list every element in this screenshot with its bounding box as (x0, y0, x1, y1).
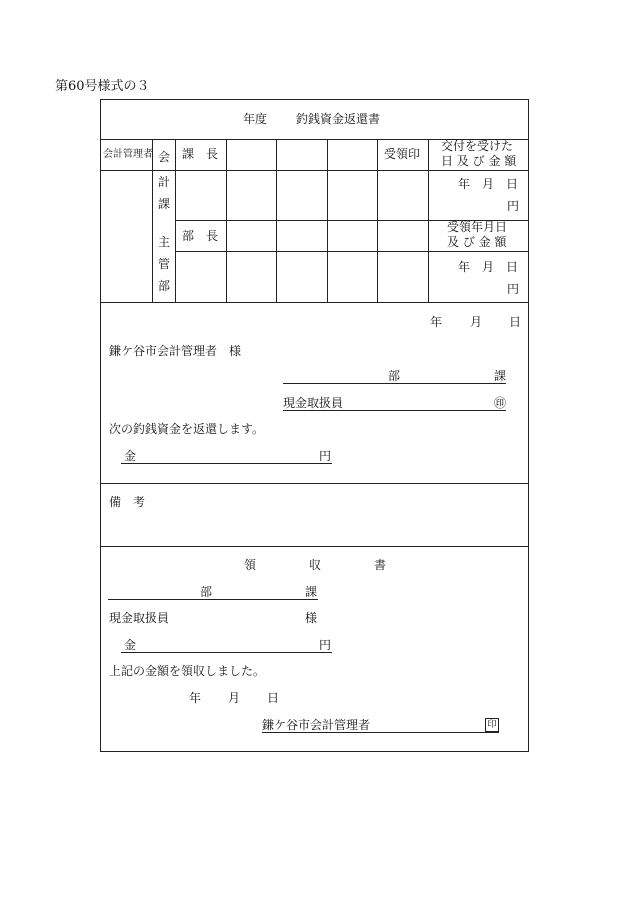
managing-dept-char-2: 管 (158, 257, 171, 271)
receipt-amount-underline (121, 652, 332, 653)
table-line-subheader-bottom (175, 251, 529, 252)
receipt-date: 年 月 日 (458, 260, 519, 274)
issue-yen: 円 (507, 199, 520, 213)
receipt-dept-underline (108, 599, 318, 600)
table-col-2 (175, 139, 176, 302)
table-col-4 (276, 139, 277, 302)
receipt-header-line-1: 受領年月日 (447, 220, 508, 234)
return-amount-yen: 円 (319, 449, 332, 463)
form-title: 釣銭資金返還書 (296, 112, 381, 126)
receipt-seal-label: 受領印 (384, 147, 421, 161)
return-date-year: 年 (430, 315, 443, 329)
accounting-section-char-2: 計 (158, 175, 171, 189)
issue-date: 年 月 日 (458, 177, 519, 191)
return-dept-bu: 部 (388, 369, 401, 383)
table-col-1 (152, 139, 153, 302)
receipt-title-char-3: 書 (374, 558, 387, 572)
table-col-3 (226, 139, 227, 302)
receipt-top-line (100, 546, 529, 547)
return-statement: 次の釣銭資金を返還します。 (109, 422, 265, 436)
table-line-header-bottom (100, 170, 529, 171)
section-chief-label: 課 長 (182, 147, 219, 161)
addressee: 鎌ケ谷市会計管理者 様 (109, 344, 242, 358)
receipt-seal: 印 (485, 718, 499, 732)
form-number: 第60号様式の３ (55, 79, 150, 94)
receipt-date-day: 日 (267, 691, 280, 705)
fiscal-year-label: 年度 (243, 112, 268, 126)
issue-header-line-1: 交付を受けた (441, 139, 514, 153)
receipt-signer: 鎌ケ谷市会計管理者 (262, 718, 371, 732)
return-dept-underline (283, 383, 506, 384)
managing-dept-char-3: 部 (158, 279, 171, 293)
receipt-sama: 様 (305, 611, 318, 625)
receipt-date-month: 月 (228, 691, 241, 705)
issue-header-line-2: 日 及 び 金 額 (441, 154, 517, 168)
table-col-5 (327, 139, 328, 302)
receipt-yen: 円 (507, 282, 520, 296)
receipt-header-line-2: 及 び 金 額 (447, 235, 507, 249)
managing-dept-char-1: 主 (158, 235, 171, 249)
accounting-manager-label: 会計管理者 (103, 149, 153, 160)
return-cashier-underline (283, 410, 506, 411)
accounting-section-char-1: 会 (158, 150, 171, 164)
return-amount-kin: 金 (124, 449, 137, 463)
return-cashier: 現金取扱員 (283, 396, 344, 410)
receipt-signer-underline (262, 732, 499, 733)
remarks-top-line (100, 483, 529, 484)
receipt-amount-yen: 円 (319, 638, 332, 652)
receipt-title-char-1: 領 (244, 558, 257, 572)
return-amount-underline (121, 463, 332, 464)
accounting-section-char-3: 課 (158, 197, 171, 211)
receipt-date-year: 年 (189, 691, 202, 705)
table-line-bottom (100, 302, 529, 303)
receipt-title-char-2: 収 (309, 558, 322, 572)
table-col-6 (377, 139, 378, 302)
table-col-7 (428, 139, 429, 302)
receipt-dept-ka: 課 (305, 585, 318, 599)
receipt-statement: 上記の金額を領収しました。 (109, 664, 266, 678)
return-dept-ka: 課 (494, 369, 507, 383)
receipt-cashier: 現金取扱員 (109, 611, 170, 625)
department-head-label: 部 長 (182, 229, 219, 243)
receipt-amount-kin: 金 (124, 638, 137, 652)
return-date-month: 月 (470, 315, 483, 329)
return-seal: ㊞ (494, 396, 507, 410)
return-date-day: 日 (509, 315, 522, 329)
remarks-label: 備 考 (109, 495, 146, 509)
receipt-dept-bu: 部 (200, 585, 213, 599)
